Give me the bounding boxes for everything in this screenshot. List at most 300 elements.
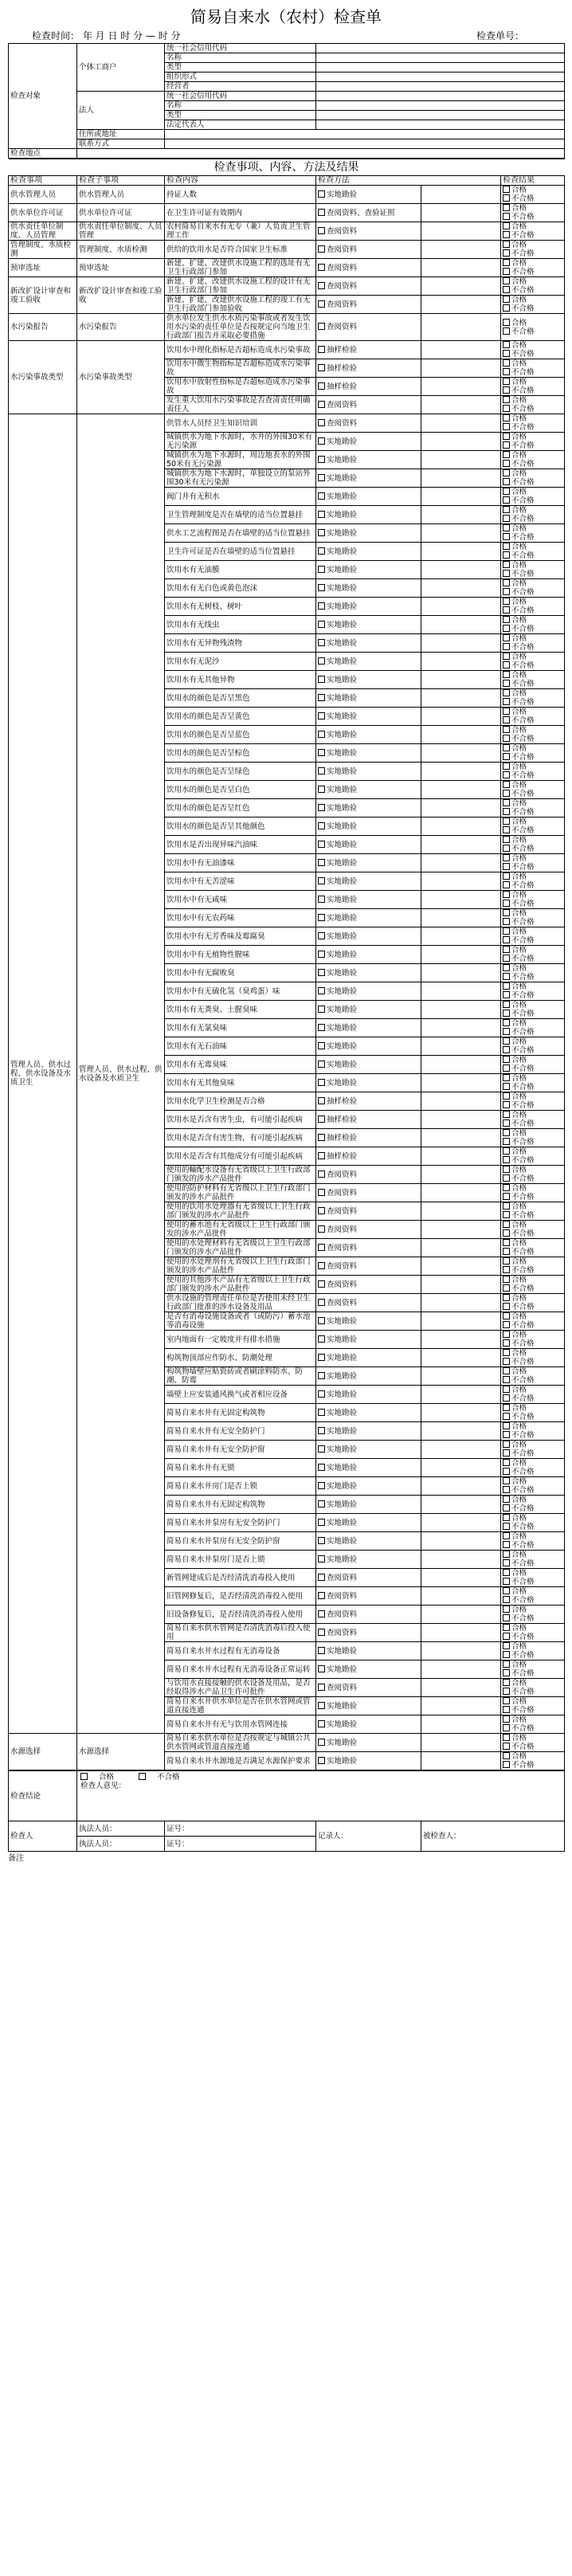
check-method[interactable] xyxy=(316,616,421,634)
result-pass[interactable]: 合格 xyxy=(503,946,562,955)
check-result[interactable] xyxy=(501,1074,565,1092)
result-fail[interactable]: 不合格 xyxy=(503,1504,562,1513)
result-fail[interactable]: 不合格 xyxy=(503,680,562,688)
result-fail[interactable]: 不合格 xyxy=(503,1028,562,1037)
check-method[interactable] xyxy=(316,296,421,314)
result-fail[interactable]: 不合格 xyxy=(503,955,562,963)
method-note[interactable] xyxy=(421,1184,501,1202)
method-note[interactable] xyxy=(421,1056,501,1074)
result-fail[interactable]: 不合格 xyxy=(503,1266,562,1275)
result-pass[interactable]: 合格 xyxy=(503,1715,562,1724)
check-method[interactable] xyxy=(316,1642,421,1660)
check-method[interactable] xyxy=(316,433,421,451)
check-result[interactable] xyxy=(501,186,565,204)
check-method[interactable] xyxy=(316,1129,421,1147)
method-note[interactable] xyxy=(421,1367,501,1386)
check-result[interactable] xyxy=(501,781,565,799)
method-note[interactable] xyxy=(421,1312,501,1331)
result-pass[interactable]: 合格 xyxy=(503,1642,562,1651)
check-method[interactable] xyxy=(316,689,421,708)
check-method[interactable] xyxy=(316,909,421,927)
method-note[interactable] xyxy=(421,1349,501,1367)
check-method[interactable] xyxy=(316,414,421,433)
method-note[interactable] xyxy=(421,946,501,964)
method-note[interactable] xyxy=(421,1459,501,1477)
result-pass[interactable]: 合格 xyxy=(503,1422,562,1431)
result-fail[interactable]: 不合格 xyxy=(503,551,562,560)
result-fail[interactable]: 不合格 xyxy=(503,1284,562,1293)
method-note[interactable] xyxy=(421,1606,501,1624)
result-pass[interactable]: 合格 xyxy=(503,1514,562,1523)
method-note[interactable] xyxy=(421,1551,501,1569)
check-result[interactable] xyxy=(501,378,565,396)
check-method[interactable] xyxy=(316,1202,421,1221)
check-method[interactable] xyxy=(316,982,421,1001)
method-note[interactable] xyxy=(421,1642,501,1660)
location-value[interactable] xyxy=(77,149,565,159)
method-note[interactable] xyxy=(421,744,501,763)
result-fail[interactable]: 不合格 xyxy=(503,771,562,780)
check-method[interactable] xyxy=(316,451,421,469)
check-method[interactable] xyxy=(316,781,421,799)
result-fail[interactable]: 不合格 xyxy=(503,441,562,450)
method-note[interactable] xyxy=(421,763,501,781)
check-result[interactable] xyxy=(501,634,565,653)
check-result[interactable] xyxy=(501,1569,565,1587)
method-note[interactable] xyxy=(421,1147,501,1166)
result-fail[interactable]: 不合格 xyxy=(503,1761,562,1770)
cert-1[interactable]: 证号： xyxy=(165,1821,316,1837)
check-method[interactable] xyxy=(316,799,421,817)
check-method[interactable] xyxy=(316,1569,421,1587)
result-pass[interactable]: 合格 xyxy=(503,909,562,918)
check-method[interactable] xyxy=(316,634,421,653)
check-method[interactable] xyxy=(316,1587,421,1606)
subject-field-value[interactable] xyxy=(316,53,565,63)
result-pass[interactable]: 合格 xyxy=(503,1459,562,1468)
check-method[interactable] xyxy=(316,359,421,378)
result-pass[interactable]: 合格 xyxy=(503,433,562,441)
result-fail[interactable]: 不合格 xyxy=(503,515,562,523)
check-method[interactable] xyxy=(316,1459,421,1477)
check-result[interactable] xyxy=(501,1441,565,1459)
check-result[interactable] xyxy=(501,1001,565,1019)
result-fail[interactable]: 不合格 xyxy=(503,1010,562,1018)
subject-field-value[interactable] xyxy=(316,101,565,111)
check-method[interactable] xyxy=(316,543,421,561)
result-fail[interactable]: 不合格 xyxy=(503,1449,562,1458)
check-result[interactable] xyxy=(501,1697,565,1715)
result-fail[interactable]: 不合格 xyxy=(503,1394,562,1403)
check-result[interactable] xyxy=(501,524,565,543)
check-result[interactable] xyxy=(501,763,565,781)
method-note[interactable] xyxy=(421,781,501,799)
subject-field-value[interactable] xyxy=(316,63,565,73)
result-fail[interactable]: 不合格 xyxy=(503,368,562,377)
subject-field-value[interactable] xyxy=(316,111,565,120)
subject-field-value[interactable] xyxy=(316,120,565,130)
result-pass[interactable]: 合格 xyxy=(503,451,562,460)
enforcer-2[interactable]: 执法人员： xyxy=(77,1837,165,1852)
check-result[interactable] xyxy=(501,1477,565,1496)
method-note[interactable] xyxy=(421,1111,501,1129)
check-method[interactable] xyxy=(316,1019,421,1037)
result-pass[interactable]: 合格 xyxy=(503,222,562,231)
result-pass[interactable]: 合格 xyxy=(503,1092,562,1101)
check-result[interactable] xyxy=(501,1294,565,1312)
check-result[interactable] xyxy=(501,1715,565,1734)
result-pass[interactable]: 合格 xyxy=(503,296,562,304)
result-fail[interactable]: 不合格 xyxy=(503,1596,562,1605)
method-note[interactable] xyxy=(421,488,501,506)
inspected-party[interactable]: 被检查人： xyxy=(421,1821,565,1852)
check-method[interactable] xyxy=(316,1056,421,1074)
check-method[interactable] xyxy=(316,488,421,506)
result-fail[interactable]: 不合格 xyxy=(503,1651,562,1660)
check-method[interactable] xyxy=(316,744,421,763)
result-fail[interactable]: 不合格 xyxy=(503,863,562,872)
check-method[interactable] xyxy=(316,1037,421,1056)
method-note[interactable] xyxy=(421,1404,501,1422)
method-note[interactable] xyxy=(421,396,501,414)
result-pass[interactable]: 合格 xyxy=(503,1276,562,1284)
check-result[interactable] xyxy=(501,1404,565,1422)
check-result[interactable] xyxy=(501,579,565,598)
result-pass[interactable]: 合格 xyxy=(503,1752,562,1761)
result-pass[interactable]: 合格 xyxy=(503,1496,562,1504)
subject-field-value[interactable] xyxy=(316,44,565,53)
result-fail[interactable]: 不合格 xyxy=(503,327,562,336)
method-note[interactable] xyxy=(421,1294,501,1312)
check-result[interactable] xyxy=(501,314,565,341)
result-fail[interactable]: 不合格 xyxy=(503,1559,562,1568)
method-note[interactable] xyxy=(421,964,501,982)
result-pass[interactable]: 合格 xyxy=(503,1019,562,1028)
check-result[interactable] xyxy=(501,946,565,964)
result-pass[interactable]: 合格 xyxy=(503,1660,562,1669)
check-result[interactable] xyxy=(501,1367,565,1386)
result-fail[interactable]: 不合格 xyxy=(503,194,562,203)
check-method[interactable] xyxy=(316,1092,421,1111)
result-fail[interactable]: 不合格 xyxy=(503,588,562,597)
result-fail[interactable]: 不合格 xyxy=(503,478,562,487)
method-note[interactable] xyxy=(421,1514,501,1532)
result-fail[interactable]: 不合格 xyxy=(503,423,562,432)
check-method[interactable] xyxy=(316,946,421,964)
result-pass[interactable]: 合格 xyxy=(503,1147,562,1156)
method-note[interactable] xyxy=(421,543,501,561)
check-result[interactable] xyxy=(501,689,565,708)
result-fail[interactable]: 不合格 xyxy=(503,753,562,762)
result-pass[interactable]: 合格 xyxy=(503,524,562,533)
result-fail[interactable]: 不合格 xyxy=(503,1633,562,1641)
result-fail[interactable]: 不合格 xyxy=(503,1083,562,1092)
check-result[interactable] xyxy=(501,836,565,854)
check-method[interactable] xyxy=(316,222,421,241)
check-method[interactable] xyxy=(316,854,421,872)
method-note[interactable] xyxy=(421,1697,501,1715)
result-fail[interactable]: 不合格 xyxy=(503,533,562,542)
check-result[interactable] xyxy=(501,964,565,982)
check-method[interactable] xyxy=(316,241,421,259)
method-note[interactable] xyxy=(421,1496,501,1514)
method-note[interactable] xyxy=(421,927,501,946)
subject-field-value[interactable] xyxy=(316,73,565,82)
result-pass[interactable]: 合格 xyxy=(503,653,562,661)
check-result[interactable] xyxy=(501,451,565,469)
check-method[interactable] xyxy=(316,1422,421,1441)
check-result[interactable] xyxy=(501,1092,565,1111)
method-note[interactable] xyxy=(421,524,501,543)
method-note[interactable] xyxy=(421,1477,501,1496)
result-pass[interactable]: 合格 xyxy=(503,799,562,808)
result-pass[interactable]: 合格 xyxy=(503,1111,562,1119)
result-fail[interactable]: 不合格 xyxy=(503,1486,562,1495)
check-result[interactable] xyxy=(501,1349,565,1367)
result-fail[interactable]: 不合格 xyxy=(503,1119,562,1128)
result-pass[interactable]: 合格 xyxy=(503,1697,562,1706)
result-fail[interactable]: 不合格 xyxy=(503,1724,562,1733)
result-fail[interactable]: 不合格 xyxy=(503,808,562,817)
check-method[interactable] xyxy=(316,836,421,854)
check-result[interactable] xyxy=(501,359,565,378)
method-note[interactable] xyxy=(421,1679,501,1697)
check-method[interactable] xyxy=(316,726,421,744)
method-note[interactable] xyxy=(421,1166,501,1184)
method-note[interactable] xyxy=(421,1239,501,1257)
method-note[interactable] xyxy=(421,506,501,524)
method-note[interactable] xyxy=(421,1037,501,1056)
check-method[interactable] xyxy=(316,1294,421,1312)
result-pass[interactable]: 合格 xyxy=(503,1331,562,1339)
result-pass[interactable]: 合格 xyxy=(503,891,562,900)
result-fail[interactable]: 不合格 xyxy=(503,918,562,927)
check-result[interactable] xyxy=(501,259,565,277)
check-result[interactable] xyxy=(501,1606,565,1624)
method-note[interactable] xyxy=(421,241,501,259)
result-fail[interactable]: 不合格 xyxy=(503,268,562,276)
check-method[interactable] xyxy=(316,396,421,414)
result-fail[interactable]: 不合格 xyxy=(503,460,562,469)
check-result[interactable] xyxy=(501,799,565,817)
method-note[interactable] xyxy=(421,909,501,927)
check-method[interactable] xyxy=(316,1514,421,1532)
check-method[interactable] xyxy=(316,204,421,222)
check-result[interactable] xyxy=(501,1642,565,1660)
method-note[interactable] xyxy=(421,1129,501,1147)
result-fail[interactable]: 不合格 xyxy=(503,1706,562,1715)
check-method[interactable] xyxy=(316,378,421,396)
method-note[interactable] xyxy=(421,708,501,726)
method-note[interactable] xyxy=(421,689,501,708)
result-pass[interactable]: 合格 xyxy=(503,1679,562,1688)
check-method[interactable] xyxy=(316,341,421,359)
check-result[interactable] xyxy=(501,1276,565,1294)
check-result[interactable] xyxy=(501,1312,565,1331)
check-method[interactable] xyxy=(316,1496,421,1514)
check-method[interactable] xyxy=(316,1697,421,1715)
result-fail[interactable]: 不合格 xyxy=(503,1431,562,1440)
result-pass[interactable]: 合格 xyxy=(503,378,562,386)
check-method[interactable] xyxy=(316,1679,421,1697)
result-fail[interactable]: 不合格 xyxy=(503,213,562,222)
result-fail[interactable]: 不合格 xyxy=(503,1669,562,1678)
check-method[interactable] xyxy=(316,506,421,524)
check-result[interactable] xyxy=(501,222,565,241)
result-pass[interactable]: 合格 xyxy=(503,1367,562,1376)
result-pass[interactable]: 合格 xyxy=(503,671,562,680)
check-result[interactable] xyxy=(501,817,565,836)
result-fail[interactable]: 不合格 xyxy=(503,936,562,945)
result-fail[interactable]: 不合格 xyxy=(503,1339,562,1348)
result-pass[interactable]: 合格 xyxy=(503,1129,562,1138)
result-pass[interactable]: 合格 xyxy=(503,1056,562,1065)
check-result[interactable] xyxy=(501,744,565,763)
method-note[interactable] xyxy=(421,259,501,277)
method-note[interactable] xyxy=(421,414,501,433)
result-pass[interactable]: 合格 xyxy=(503,1734,562,1743)
result-pass[interactable]: 合格 xyxy=(503,506,562,515)
check-method[interactable] xyxy=(316,1074,421,1092)
check-result[interactable] xyxy=(501,1459,565,1477)
result-fail[interactable]: 不合格 xyxy=(503,1303,562,1312)
check-result[interactable] xyxy=(501,1019,565,1037)
result-pass[interactable]: 合格 xyxy=(503,726,562,735)
result-fail[interactable]: 不合格 xyxy=(503,716,562,725)
method-note[interactable] xyxy=(421,1734,501,1752)
result-fail[interactable]: 不合格 xyxy=(503,845,562,853)
method-note[interactable] xyxy=(421,653,501,671)
result-pass[interactable]: 合格 xyxy=(503,488,562,496)
check-result[interactable] xyxy=(501,1587,565,1606)
result-pass[interactable]: 合格 xyxy=(503,1569,562,1578)
check-method[interactable] xyxy=(316,1715,421,1734)
check-result[interactable] xyxy=(501,1111,565,1129)
check-result[interactable] xyxy=(501,1147,565,1166)
check-method[interactable] xyxy=(316,927,421,946)
check-result[interactable] xyxy=(501,1551,565,1569)
method-note[interactable] xyxy=(421,579,501,598)
check-result[interactable] xyxy=(501,1166,565,1184)
result-fail[interactable]: 不合格 xyxy=(503,1101,562,1110)
result-pass[interactable]: 合格 xyxy=(503,1312,562,1321)
check-method[interactable] xyxy=(316,1111,421,1129)
check-result[interactable] xyxy=(501,543,565,561)
check-result[interactable] xyxy=(501,488,565,506)
check-result[interactable] xyxy=(501,653,565,671)
result-pass[interactable]: 合格 xyxy=(503,1294,562,1303)
check-result[interactable] xyxy=(501,1422,565,1441)
check-result[interactable] xyxy=(501,982,565,1001)
check-result[interactable] xyxy=(501,616,565,634)
result-fail[interactable]: 不合格 xyxy=(503,1193,562,1202)
check-method[interactable] xyxy=(316,1477,421,1496)
result-pass[interactable]: 合格 xyxy=(503,1441,562,1449)
check-result[interactable] xyxy=(501,1532,565,1551)
result-pass[interactable]: 合格 xyxy=(503,1239,562,1248)
check-result[interactable] xyxy=(501,414,565,433)
result-pass[interactable]: 合格 xyxy=(503,241,562,249)
check-method[interactable] xyxy=(316,1166,421,1184)
method-note[interactable] xyxy=(421,854,501,872)
check-method[interactable] xyxy=(316,671,421,689)
check-result[interactable] xyxy=(501,891,565,909)
result-pass[interactable]: 合格 xyxy=(503,1184,562,1193)
result-pass[interactable]: 合格 xyxy=(503,1074,562,1083)
result-fail[interactable]: 不合格 xyxy=(503,1229,562,1238)
result-fail[interactable]: 不合格 xyxy=(503,661,562,670)
result-pass[interactable]: 合格 xyxy=(503,781,562,790)
check-result[interactable] xyxy=(501,1202,565,1221)
check-method[interactable] xyxy=(316,708,421,726)
result-pass[interactable]: 合格 xyxy=(503,259,562,268)
result-fail[interactable]: 不合格 xyxy=(503,1321,562,1330)
result-pass[interactable]: 合格 xyxy=(503,359,562,368)
subject-field-value[interactable] xyxy=(316,92,565,101)
method-note[interactable] xyxy=(421,1422,501,1441)
result-fail[interactable]: 不合格 xyxy=(503,405,562,414)
method-note[interactable] xyxy=(421,891,501,909)
check-method[interactable] xyxy=(316,1752,421,1770)
result-pass[interactable]: 合格 xyxy=(503,561,562,570)
check-method[interactable] xyxy=(316,579,421,598)
method-note[interactable] xyxy=(421,1331,501,1349)
result-pass[interactable]: 合格 xyxy=(503,543,562,551)
result-pass[interactable]: 合格 xyxy=(503,1587,562,1596)
result-pass[interactable]: 合格 xyxy=(503,836,562,845)
method-note[interactable] xyxy=(421,222,501,241)
result-pass[interactable]: 合格 xyxy=(503,579,562,588)
result-pass[interactable]: 合格 xyxy=(503,204,562,213)
check-method[interactable] xyxy=(316,1624,421,1642)
result-pass[interactable]: 合格 xyxy=(503,341,562,350)
check-method[interactable] xyxy=(316,469,421,488)
check-method[interactable] xyxy=(316,1221,421,1239)
result-fail[interactable]: 不合格 xyxy=(503,606,562,615)
method-note[interactable] xyxy=(421,1074,501,1092)
method-note[interactable] xyxy=(421,433,501,451)
recorder[interactable]: 记录人： xyxy=(316,1821,421,1852)
check-result[interactable] xyxy=(501,1056,565,1074)
result-fail[interactable]: 不合格 xyxy=(503,496,562,505)
result-fail[interactable]: 不合格 xyxy=(503,698,562,707)
check-result[interactable] xyxy=(501,1129,565,1147)
check-method[interactable] xyxy=(316,1001,421,1019)
result-fail[interactable]: 不合格 xyxy=(503,1743,562,1751)
result-pass[interactable]: 合格 xyxy=(503,396,562,405)
check-method[interactable] xyxy=(316,1147,421,1166)
method-note[interactable] xyxy=(421,296,501,314)
check-method[interactable] xyxy=(316,561,421,579)
check-result[interactable] xyxy=(501,1037,565,1056)
result-fail[interactable]: 不合格 xyxy=(503,286,562,295)
result-pass[interactable]: 合格 xyxy=(503,964,562,973)
method-note[interactable] xyxy=(421,1221,501,1239)
result-fail[interactable]: 不合格 xyxy=(503,625,562,633)
result-fail[interactable]: 不合格 xyxy=(503,1358,562,1366)
result-pass[interactable]: 合格 xyxy=(503,872,562,881)
method-note[interactable] xyxy=(421,186,501,204)
check-method[interactable] xyxy=(316,314,421,341)
result-fail[interactable]: 不合格 xyxy=(503,1413,562,1421)
check-result[interactable] xyxy=(501,433,565,451)
check-result[interactable] xyxy=(501,341,565,359)
result-pass[interactable]: 合格 xyxy=(503,414,562,423)
check-result[interactable] xyxy=(501,1660,565,1679)
check-result[interactable] xyxy=(501,909,565,927)
result-fail[interactable]: 不合格 xyxy=(503,881,562,890)
check-method[interactable] xyxy=(316,872,421,891)
